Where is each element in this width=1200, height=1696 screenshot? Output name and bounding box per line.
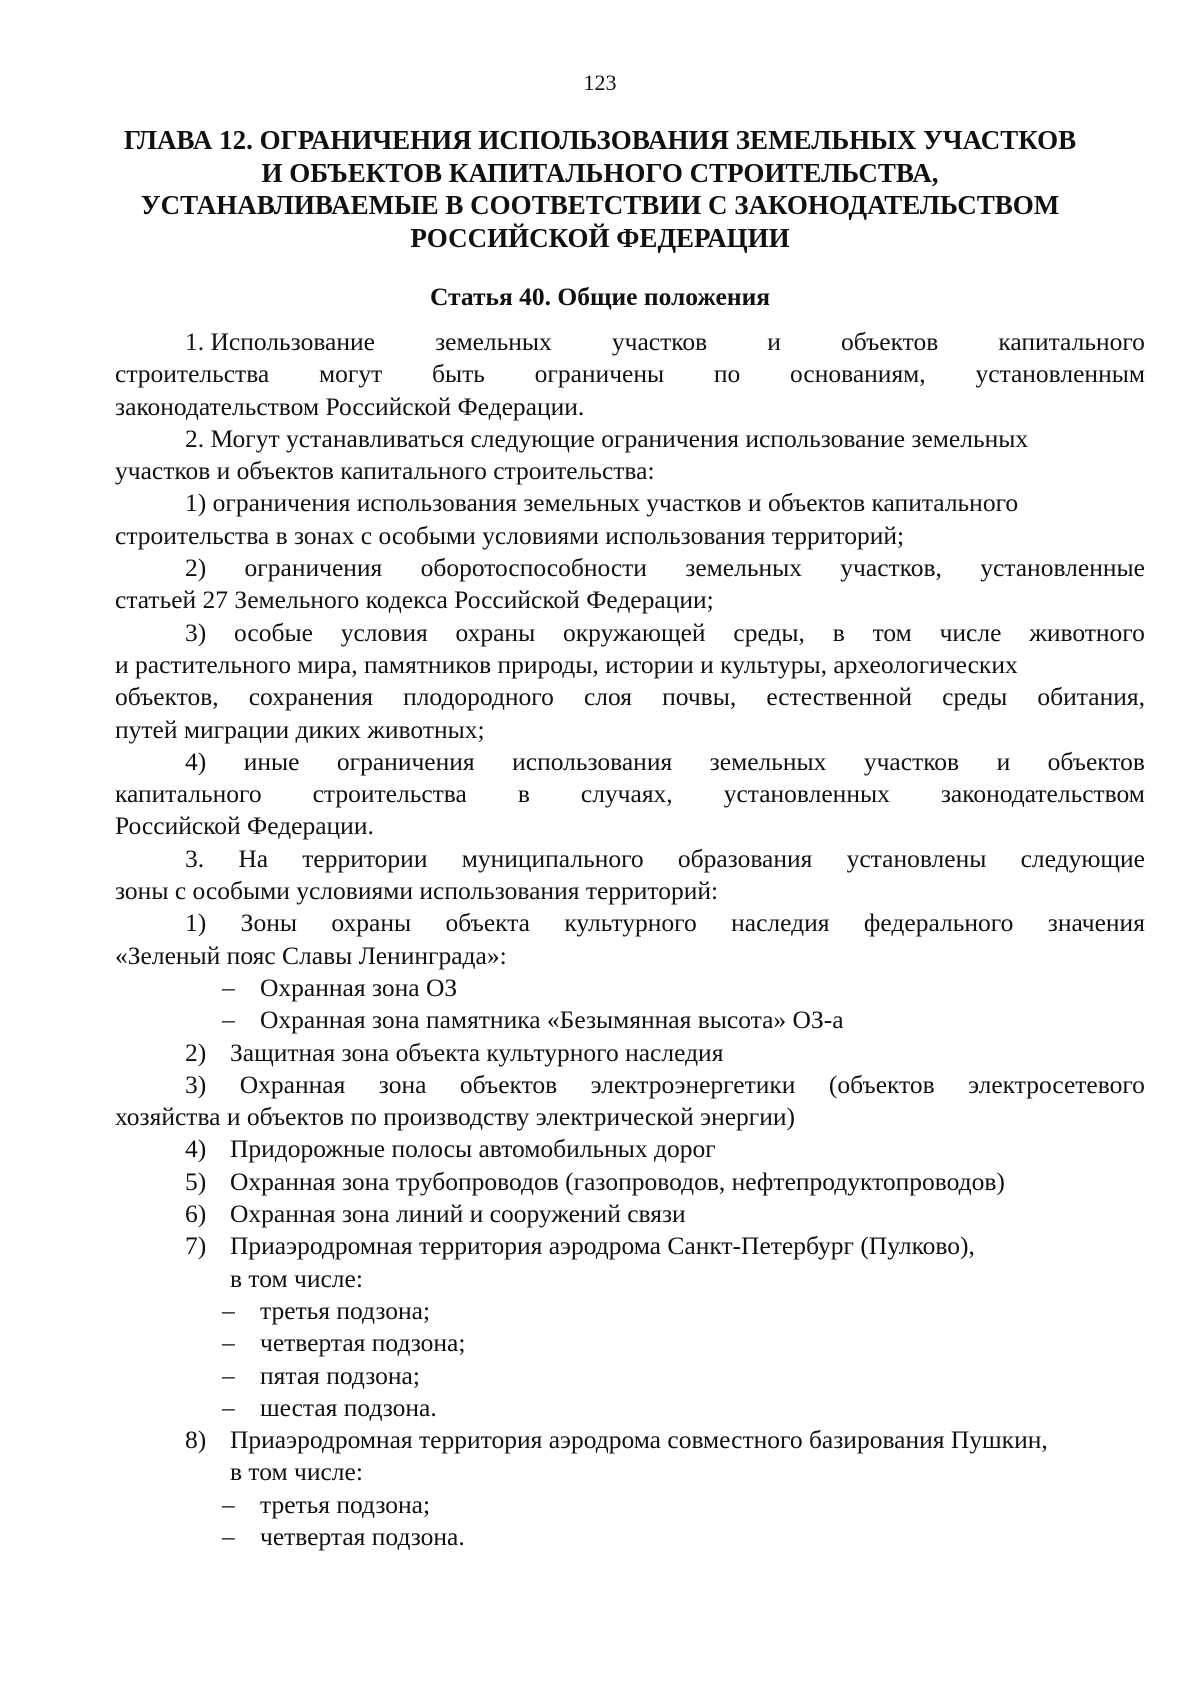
item-number: 7) [185,1231,207,1261]
article-title: Статья 40. Общие положения [429,282,771,311]
word: следующие [1020,843,1145,873]
word: установленных [723,779,890,809]
word: 3) [185,617,207,647]
word: 1. Использование [185,327,375,356]
zone-item [115,1198,1145,1230]
word: установленные [980,553,1145,583]
zone-item-line: «Зеленый пояс Славы Ленинграда»: [115,940,507,970]
word: 2) [185,553,207,583]
zone-subitem [115,1327,1145,1359]
word: строительства [115,359,270,389]
zone-item-line: хозяйства и объектов по производству электрической энергии) [115,1102,796,1132]
word: среды, [733,617,805,647]
item-number: 8) [185,1425,207,1455]
zone-item-continuation: в том числе: [230,1457,363,1487]
word: и [996,746,1011,776]
list-item-line [115,746,1145,778]
list-item-line [115,778,1145,810]
word: электросетевого [968,1069,1145,1099]
list-item-line: 1) ограничения использования земельных участков и объектов капитального [185,488,1019,518]
item-number: 5) [185,1166,207,1196]
word: участков [611,327,708,356]
word: том [872,617,912,647]
list-item-line: Российской Федерации. [115,811,374,841]
dash-mark: – [222,1392,235,1422]
word: капитального [998,327,1145,356]
word: объекта [445,908,530,938]
word: установленным [975,359,1145,389]
word: 1) [185,908,207,938]
word: установлены [846,843,987,873]
zone-item [115,1133,1145,1165]
zone-subitem-text: Охранная зона ОЗ [260,972,458,1002]
list-item-line [115,681,1145,713]
paragraph-line [115,843,1145,875]
word: 3. [185,843,205,873]
dash-mark: – [222,1005,235,1035]
zone-subitem-text: шестая подзона. [260,1392,437,1422]
chapter-title-line: РОССИЙСКОЙ ФЕДЕРАЦИИ [410,222,790,253]
word: охраны [331,908,412,938]
zone-item-line [115,907,1145,939]
word: животного [1029,617,1145,647]
word: значения [1047,908,1145,938]
dash-mark: – [222,1360,235,1390]
word: муниципального [461,843,644,873]
dash-mark: – [222,1328,235,1358]
zone-subitem [115,1295,1145,1327]
article-body [115,326,1145,1553]
zone-item-continuation: в том числе: [230,1263,363,1293]
word: сохранения [248,682,373,712]
zone-item-line [115,1069,1145,1101]
chapter-title-line: ГЛАВА 12. ОГРАНИЧЕНИЯ ИСПОЛЬЗОВАНИЯ ЗЕМЕЛЬНЫХ УЧАСТКОВ [123,125,1077,155]
paragraph-line: участков и объектов капитального строительства: [115,456,655,486]
list-item-line: статьей 27 Земельного кодекса Российской Федерации; [115,585,714,615]
word: наследия [731,908,830,938]
zone-subitem-text: Охранная зона памятника «Безымянная высота» ОЗ-а [260,1005,844,1035]
list-item-line: и растительного мира, памятников природы, истории и культуры, археологических [115,649,1018,679]
word: по [713,359,741,389]
chapter-title [100,124,1100,254]
zone-item [115,1424,1145,1456]
word: охраны [455,617,536,647]
zone-subitem [115,972,1145,1004]
dash-mark: – [222,1295,235,1325]
dash-mark: – [222,1521,235,1551]
word: территории [302,843,428,873]
word: плодородного [403,682,554,712]
word: слоя [583,682,633,712]
word: объектов [840,327,939,356]
word: в [832,617,845,647]
paragraph-line: 2. Могут устанавливаться следующие ограничения использование земельных [185,423,1029,453]
paragraph-line: зоны с особыми условиями использования территорий: [115,876,719,906]
word: могут [318,359,383,389]
item-number: 4) [185,1134,207,1164]
zone-subitem-text: третья подзона; [260,1489,431,1519]
word: строительства [312,779,467,809]
zone-item-text: Придорожные полосы автомобильных дорог [230,1134,716,1164]
word: окружающей [563,617,706,647]
word: культурного [564,908,697,938]
word: 4) [185,746,207,776]
word: среды [942,682,1008,712]
word: электроэнергетики [590,1069,796,1099]
word: оборотоспособности [420,553,647,583]
word: иные [243,746,300,776]
word: Зоны [240,908,297,938]
word: использования [512,746,673,776]
chapter-title-line: УСТАНАВЛИВАЕМЫЕ В СООТВЕТСТВИИ С ЗАКОНОДАТЕЛЬСТВОМ [140,190,1060,220]
zone-subitem-text: третья подзона; [260,1295,431,1325]
word: случаях, [580,779,673,809]
word: (объектов [828,1069,935,1099]
word: объектов [459,1069,558,1099]
word: законодательством [940,779,1145,809]
word: земельных [709,746,827,776]
zone-subitem-text: пятая подзона; [260,1360,420,1390]
word: капитального [115,779,262,809]
item-number: 2) [185,1037,207,1067]
zone-subitem-text: четвертая подзона; [260,1328,466,1358]
zone-item-text: Приаэродромная территория аэродрома Санкт-Петербург (Пулково), [230,1231,975,1261]
word: и [767,327,781,356]
paragraph-line: законодательством Российской Федерации. [115,391,585,421]
zone-subitem-text: четвертая подзона. [260,1521,465,1551]
page-number: 123 [583,70,617,95]
word: ограничены [534,359,665,389]
word: На [238,843,269,873]
word: обитания, [1037,682,1145,712]
paragraph-line [115,358,1145,390]
word: земельных [685,553,802,583]
word: ограничения [244,553,383,583]
word: почвы, [662,682,737,712]
word: земельных [435,327,552,356]
word: зона [378,1069,427,1099]
chapter-title-line: И ОБЪЕКТОВ КАПИТАЛЬНОГО СТРОИТЕЛЬСТВА, [261,157,939,188]
word: объектов [1047,746,1145,776]
word: объектов, [115,682,219,712]
zone-item-text: Охранная зона линий и сооружений связи [230,1199,686,1229]
word: федерального [863,908,1014,938]
word: ограничения [336,746,475,776]
word: образования [677,843,813,873]
word: основаниям, [790,359,926,389]
word: естественной [766,682,913,712]
word: особые [234,617,313,647]
paragraph-line [115,326,1145,358]
zone-subitem [115,1004,1145,1036]
word: Охранная [239,1069,346,1099]
list-item-line [115,617,1145,649]
zone-item [115,1166,1145,1198]
zone-item-text: Охранная зона трубопроводов (газопроводов, нефтепродуктопроводов) [230,1166,1005,1196]
word: быть [431,359,485,389]
item-number: 6) [185,1199,207,1229]
word: 3) [185,1069,207,1099]
zone-item [115,1037,1145,1069]
word: участков [863,746,960,776]
list-item-line: строительства в зонах с особыми условиями использования территорий; [115,520,905,550]
zone-subitem [115,1360,1145,1392]
word: в [517,779,530,809]
zone-subitem [115,1392,1145,1424]
word: числе [939,617,1002,647]
zone-item-text: Защитная зона объекта культурного наследия [230,1037,724,1067]
zone-item [115,1230,1145,1262]
list-item-line [115,552,1145,584]
list-item-line: путей миграции диких животных; [115,714,485,744]
dash-mark: – [222,972,235,1002]
dash-mark: – [222,1489,235,1519]
word: условия [340,617,428,647]
word: участков, [840,553,942,583]
zone-subitem [115,1521,1145,1553]
zone-item-text: Приаэродромная территория аэродрома совместного базирования Пушкин, [230,1425,1048,1455]
zone-subitem [115,1489,1145,1521]
